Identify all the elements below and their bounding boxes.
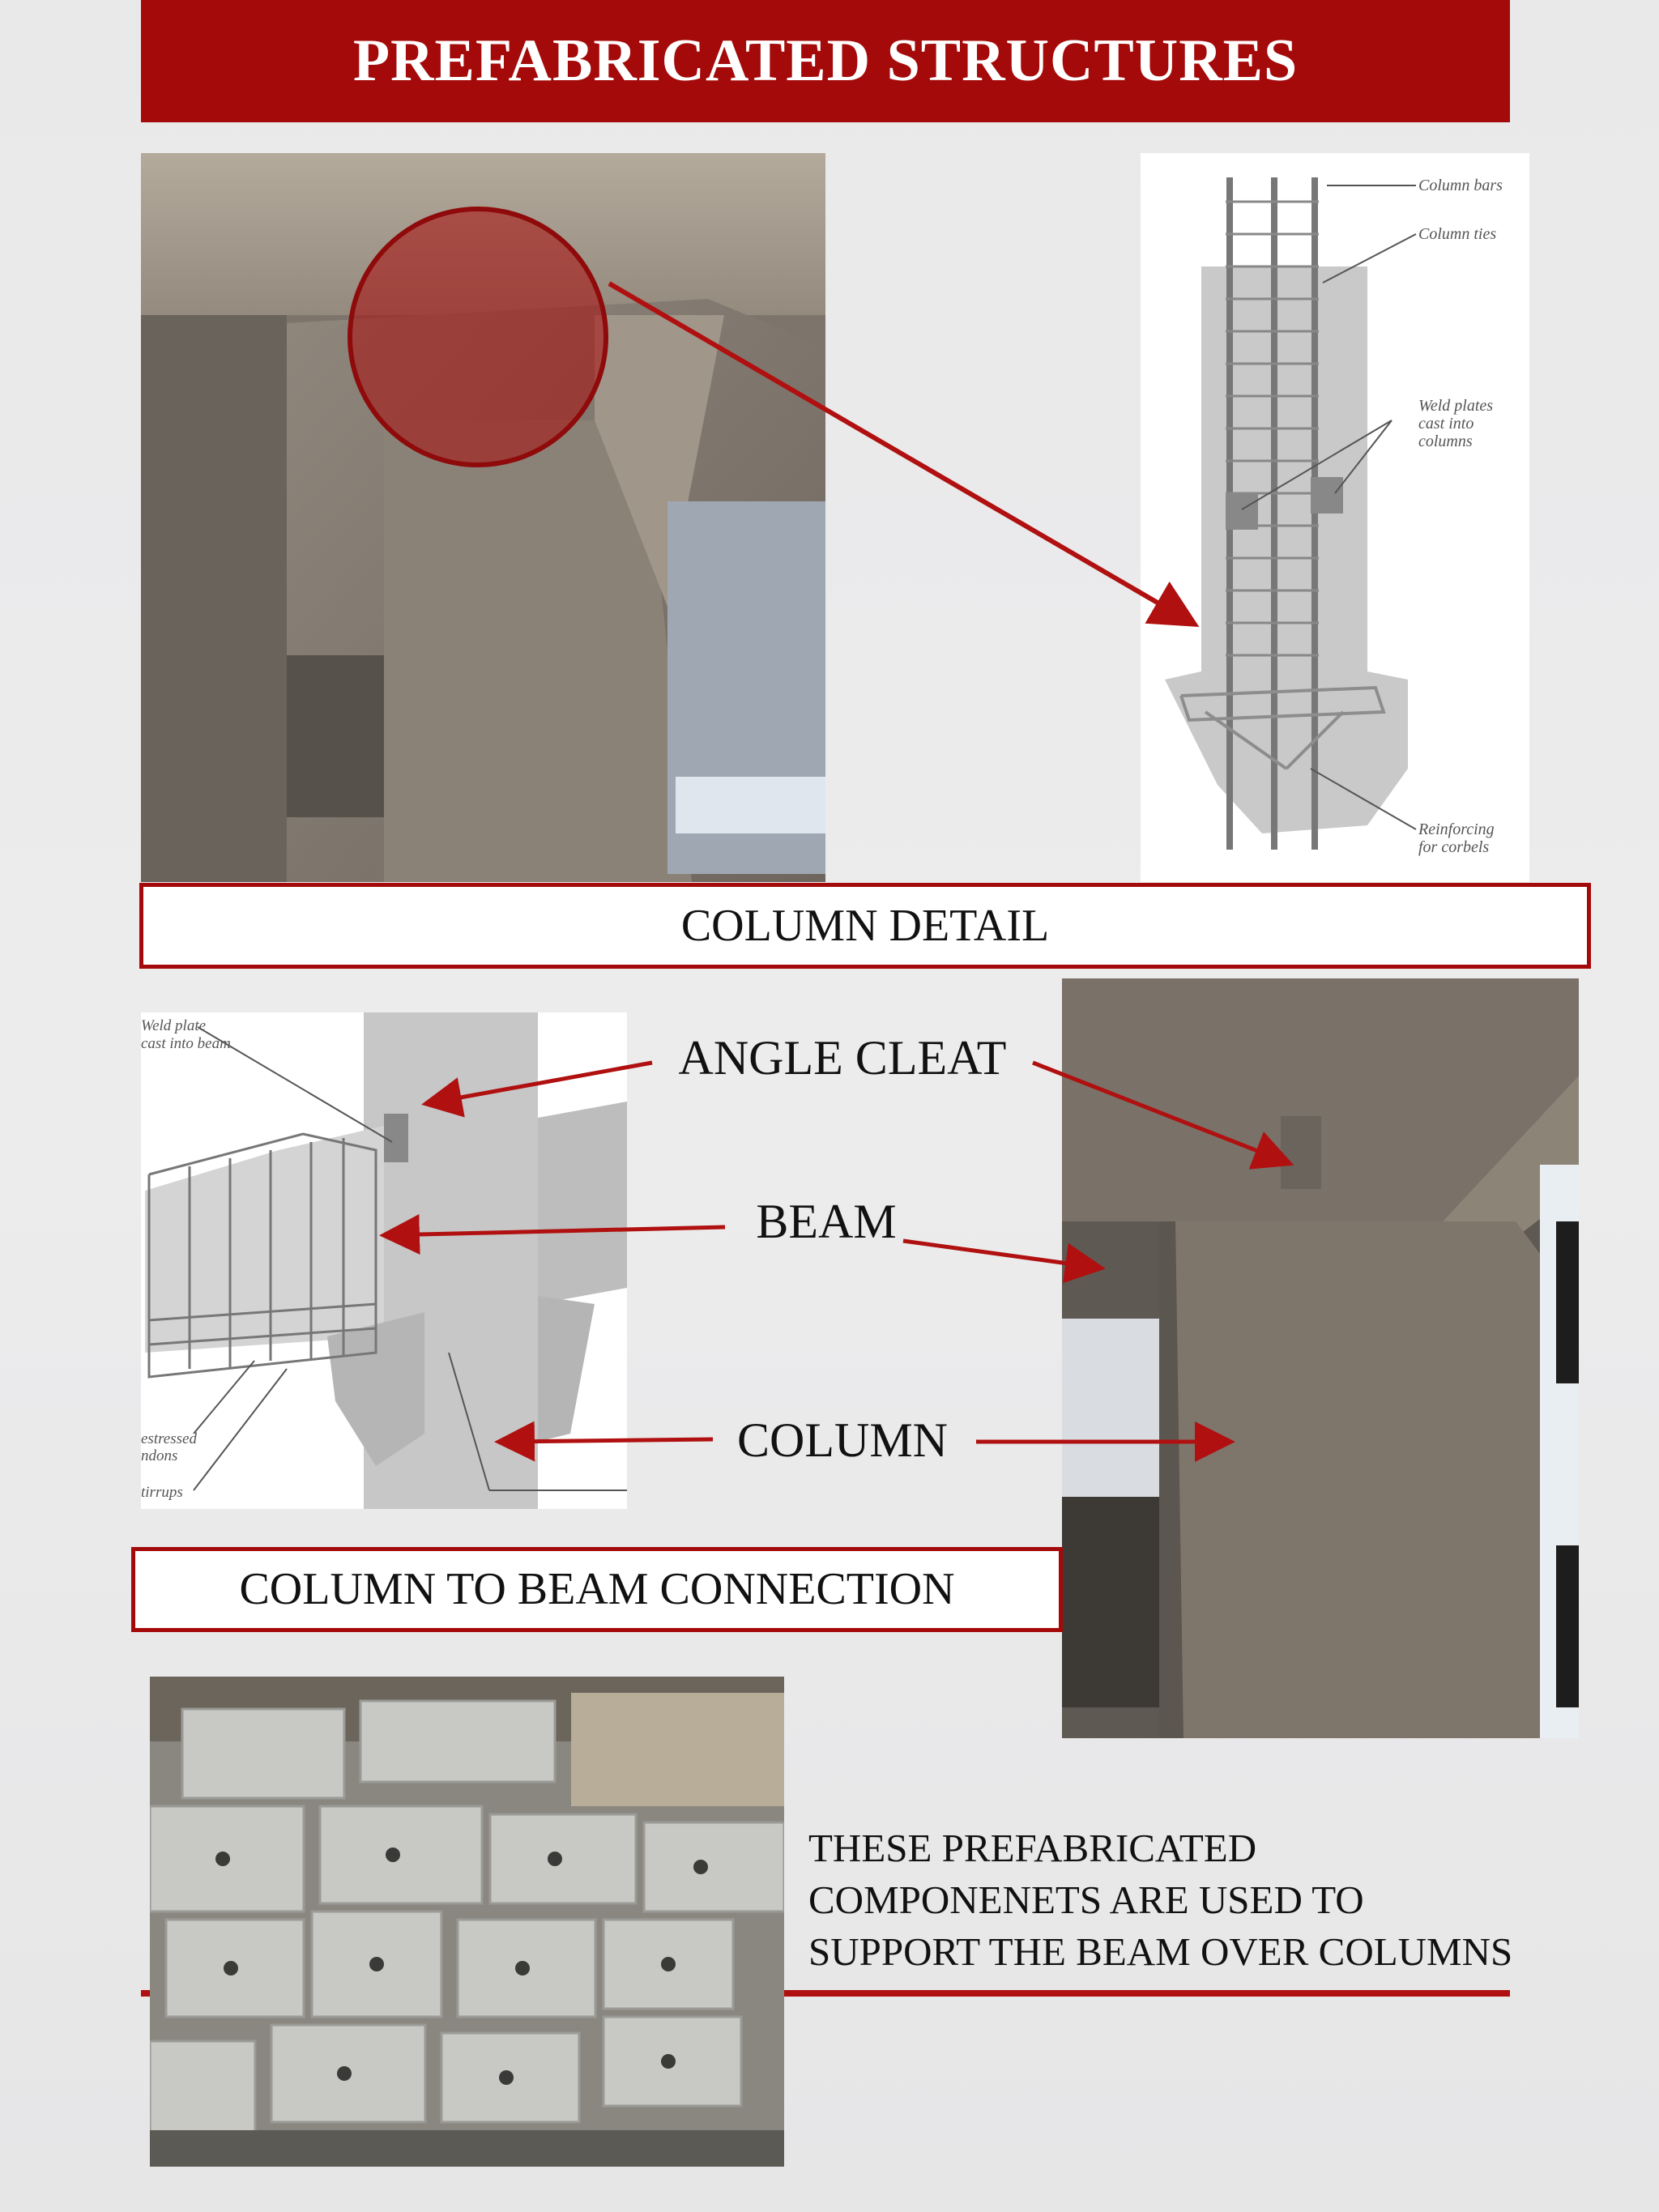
beam-arrow-right	[903, 1241, 1098, 1268]
label-for-corbels: for corbels	[1418, 838, 1490, 856]
callout-arrows	[0, 972, 1659, 1498]
beam-arrow-left	[387, 1227, 725, 1235]
highlight-overlay	[0, 0, 1659, 891]
description-line-3: SUPPORT THE BEAM OVER COLUMNS	[808, 1929, 1513, 1974]
label-stirrups: tirrups	[141, 1484, 183, 1501]
description-line-1: THESE PREFABRICATED	[808, 1826, 1257, 1870]
label-cast-into: cast into	[1418, 415, 1474, 433]
highlight-arrow	[609, 283, 1191, 622]
page-title: PREFABRICATED STRUCTURES	[352, 28, 1299, 94]
label-reinforcing: Reinforcing	[1418, 820, 1495, 838]
label-weld-plates: Weld plates	[1418, 397, 1494, 415]
column-detail-label-box	[139, 883, 1591, 969]
connection-label: COLUMN TO BEAM CONNECTION	[239, 1564, 955, 1614]
label-tendons: ndons	[141, 1447, 178, 1464]
angle-cleat-callout: ANGLE CLEAT	[678, 1031, 1007, 1085]
angle-cleat-arrow-right	[1033, 1063, 1286, 1162]
prefab-components-photo	[150, 1677, 784, 2167]
column-arrow-left	[502, 1439, 713, 1442]
components-description	[808, 1822, 1651, 1978]
label-column-ties: Column ties	[1418, 225, 1497, 243]
label-columns: columns	[1418, 433, 1473, 450]
highlight-circle	[350, 209, 606, 465]
label-cast-into-beam: cast into beam	[141, 1035, 231, 1052]
description-line-2: COMPONENETS ARE USED TO	[808, 1877, 1364, 1922]
column-detail-label: COLUMN DETAIL	[680, 901, 1050, 951]
connection-label-box	[131, 1547, 1063, 1632]
column-callout: COLUMN	[736, 1413, 948, 1467]
label-prestressed: estressed	[141, 1430, 197, 1447]
angle-cleat-arrow-left	[429, 1063, 652, 1103]
label-column-bars: Column bars	[1418, 177, 1503, 194]
beam-callout: BEAM	[756, 1195, 897, 1248]
label-weld-plate: Weld plate	[141, 1017, 207, 1034]
